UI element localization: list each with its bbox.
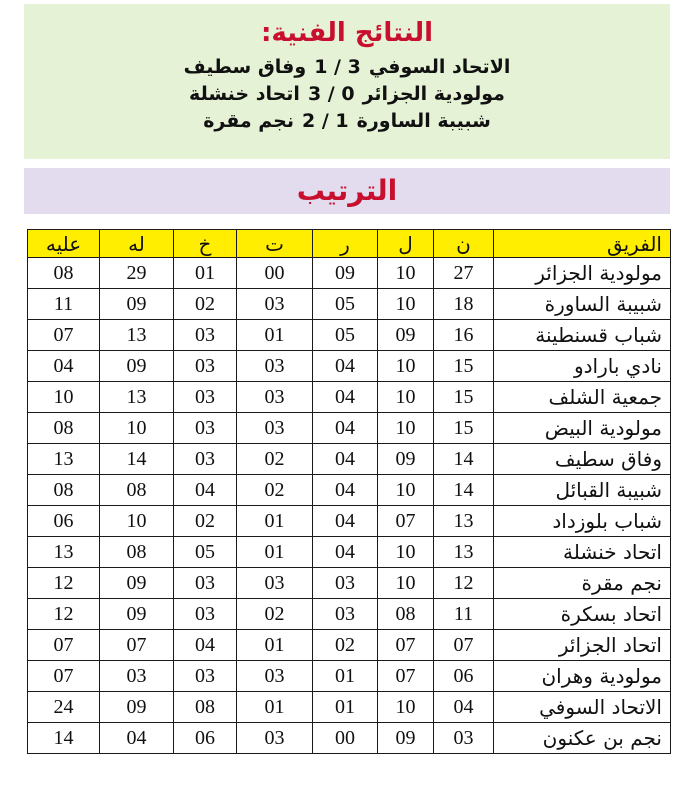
cell-goals-against: 13 — [28, 444, 100, 475]
cell-played: 10 — [378, 289, 434, 320]
cell-points: 15 — [434, 413, 494, 444]
cell-points: 27 — [434, 258, 494, 289]
cell-points: 03 — [434, 723, 494, 754]
cell-drawn: 01 — [237, 537, 313, 568]
cell-team: مولودية الجزائر — [494, 258, 671, 289]
cell-goals-against: 13 — [28, 537, 100, 568]
cell-lost: 03 — [174, 599, 237, 630]
cell-played: 07 — [378, 630, 434, 661]
match-result — [24, 108, 670, 135]
cell-team: شبيبة القبائل — [494, 475, 671, 506]
cell-team: شبيبة الساورة — [494, 289, 671, 320]
cell-lost: 08 — [174, 692, 237, 723]
cell-played: 07 — [378, 661, 434, 692]
cell-points: 16 — [434, 320, 494, 351]
cell-lost: 04 — [174, 630, 237, 661]
cell-played: 10 — [378, 568, 434, 599]
home-team: مولودية الجزائر — [362, 83, 505, 105]
cell-won: 04 — [313, 382, 378, 413]
cell-played: 10 — [378, 413, 434, 444]
results-panel — [24, 4, 670, 159]
cell-goals-for: 09 — [100, 599, 174, 630]
cell-goals-against: 07 — [28, 320, 100, 351]
cell-drawn: 03 — [237, 382, 313, 413]
column-header-points: ن — [434, 230, 494, 258]
cell-points: 15 — [434, 351, 494, 382]
table-row — [28, 661, 671, 692]
cell-played: 08 — [378, 599, 434, 630]
cell-won: 00 — [313, 723, 378, 754]
cell-lost: 03 — [174, 661, 237, 692]
cell-goals-for: 13 — [100, 320, 174, 351]
cell-lost: 02 — [174, 506, 237, 537]
cell-team: اتحاد الجزائر — [494, 630, 671, 661]
column-header-won: ر — [313, 230, 378, 258]
cell-points: 12 — [434, 568, 494, 599]
cell-team: جمعية الشلف — [494, 382, 671, 413]
cell-goals-against: 14 — [28, 723, 100, 754]
cell-goals-for: 07 — [100, 630, 174, 661]
cell-drawn: 03 — [237, 413, 313, 444]
away-team: اتحاد خنشلة — [189, 83, 300, 105]
table-row — [28, 599, 671, 630]
cell-lost: 03 — [174, 320, 237, 351]
home-team: الاتحاد السوفي — [368, 56, 511, 78]
cell-drawn: 01 — [237, 692, 313, 723]
home-team: شبيبة الساورة — [356, 110, 491, 132]
results-title: النتائج الفنية: — [261, 18, 433, 48]
cell-goals-for: 04 — [100, 723, 174, 754]
column-header-lost: خ — [174, 230, 237, 258]
cell-goals-for: 14 — [100, 444, 174, 475]
cell-points: 11 — [434, 599, 494, 630]
match-score: 3 / 0 — [307, 83, 355, 105]
cell-won: 01 — [313, 692, 378, 723]
cell-drawn: 01 — [237, 506, 313, 537]
cell-played: 10 — [378, 351, 434, 382]
cell-lost: 03 — [174, 413, 237, 444]
cell-goals-against: 12 — [28, 599, 100, 630]
cell-goals-against: 12 — [28, 568, 100, 599]
cell-points: 14 — [434, 444, 494, 475]
cell-won: 04 — [313, 444, 378, 475]
table-row — [28, 506, 671, 537]
cell-goals-for: 10 — [100, 413, 174, 444]
cell-goals-against: 08 — [28, 475, 100, 506]
cell-points: 14 — [434, 475, 494, 506]
cell-won: 03 — [313, 568, 378, 599]
cell-goals-against: 06 — [28, 506, 100, 537]
table-row — [28, 258, 671, 289]
cell-team: اتحاد خنشلة — [494, 537, 671, 568]
cell-goals-for: 08 — [100, 537, 174, 568]
cell-team: وفاق سطيف — [494, 444, 671, 475]
ranking-header-bar — [24, 168, 670, 214]
cell-lost: 05 — [174, 537, 237, 568]
cell-goals-against: 07 — [28, 661, 100, 692]
match-score: 1 / 3 — [314, 56, 361, 78]
cell-team: اتحاد بسكرة — [494, 599, 671, 630]
cell-team: مولودية وهران — [494, 661, 671, 692]
cell-lost: 01 — [174, 258, 237, 289]
match-result — [24, 54, 670, 81]
standings-table — [27, 229, 671, 754]
table-row — [28, 289, 671, 320]
cell-drawn: 02 — [237, 475, 313, 506]
cell-lost: 03 — [174, 351, 237, 382]
match-result — [24, 81, 670, 108]
cell-drawn: 00 — [237, 258, 313, 289]
cell-lost: 03 — [174, 568, 237, 599]
cell-drawn: 02 — [237, 599, 313, 630]
cell-team: نادي بارادو — [494, 351, 671, 382]
cell-goals-against: 24 — [28, 692, 100, 723]
cell-played: 09 — [378, 444, 434, 475]
cell-team: شباب قسنطينة — [494, 320, 671, 351]
column-header-goals-against: عليه — [28, 230, 100, 258]
column-header-team: الفريق — [494, 230, 671, 258]
cell-team: الاتحاد السوفي — [494, 692, 671, 723]
column-header-played: ل — [378, 230, 434, 258]
cell-won: 05 — [313, 320, 378, 351]
cell-goals-for: 10 — [100, 506, 174, 537]
cell-goals-for: 13 — [100, 382, 174, 413]
table-row — [28, 692, 671, 723]
cell-points: 13 — [434, 506, 494, 537]
cell-lost: 04 — [174, 475, 237, 506]
column-header-goals-for: له — [100, 230, 174, 258]
cell-drawn: 03 — [237, 351, 313, 382]
cell-goals-for: 09 — [100, 568, 174, 599]
cell-goals-against: 11 — [28, 289, 100, 320]
cell-goals-against: 04 — [28, 351, 100, 382]
standings-body — [28, 258, 671, 754]
cell-goals-for: 03 — [100, 661, 174, 692]
cell-points: 18 — [434, 289, 494, 320]
cell-drawn: 03 — [237, 723, 313, 754]
cell-drawn: 01 — [237, 630, 313, 661]
cell-team: شباب بلوزداد — [494, 506, 671, 537]
cell-points: 04 — [434, 692, 494, 723]
cell-goals-for: 09 — [100, 351, 174, 382]
cell-lost: 03 — [174, 444, 237, 475]
cell-drawn: 02 — [237, 444, 313, 475]
cell-drawn: 03 — [237, 661, 313, 692]
match-score: 2 / 1 — [302, 110, 349, 132]
cell-team: نجم بن عكنون — [494, 723, 671, 754]
cell-won: 04 — [313, 351, 378, 382]
cell-won: 09 — [313, 258, 378, 289]
cell-points: 13 — [434, 537, 494, 568]
cell-played: 10 — [378, 692, 434, 723]
cell-goals-for: 09 — [100, 289, 174, 320]
cell-played: 10 — [378, 537, 434, 568]
cell-team: نجم مقرة — [494, 568, 671, 599]
cell-goals-against: 07 — [28, 630, 100, 661]
cell-goals-against: 08 — [28, 413, 100, 444]
cell-goals-against: 08 — [28, 258, 100, 289]
table-row — [28, 351, 671, 382]
cell-won: 04 — [313, 475, 378, 506]
cell-points: 15 — [434, 382, 494, 413]
table-row — [28, 537, 671, 568]
cell-won: 02 — [313, 630, 378, 661]
cell-won: 01 — [313, 661, 378, 692]
cell-won: 04 — [313, 537, 378, 568]
cell-goals-against: 10 — [28, 382, 100, 413]
cell-lost: 03 — [174, 382, 237, 413]
cell-played: 09 — [378, 320, 434, 351]
table-row — [28, 444, 671, 475]
cell-goals-for: 09 — [100, 692, 174, 723]
cell-drawn: 01 — [237, 320, 313, 351]
table-row — [28, 413, 671, 444]
table-header-row — [28, 230, 671, 258]
cell-won: 04 — [313, 413, 378, 444]
cell-drawn: 03 — [237, 289, 313, 320]
cell-won: 04 — [313, 506, 378, 537]
cell-team: مولودية البيض — [494, 413, 671, 444]
cell-drawn: 03 — [237, 568, 313, 599]
table-row — [28, 568, 671, 599]
cell-played: 09 — [378, 723, 434, 754]
away-team: وفاق سطيف — [183, 56, 307, 78]
cell-goals-for: 29 — [100, 258, 174, 289]
table-row — [28, 382, 671, 413]
cell-played: 10 — [378, 258, 434, 289]
away-team: نجم مقرة — [203, 110, 295, 132]
cell-points: 06 — [434, 661, 494, 692]
table-row — [28, 723, 671, 754]
cell-played: 07 — [378, 506, 434, 537]
table-row — [28, 475, 671, 506]
table-row — [28, 630, 671, 661]
column-header-drawn: ت — [237, 230, 313, 258]
cell-won: 03 — [313, 599, 378, 630]
cell-won: 05 — [313, 289, 378, 320]
cell-goals-for: 08 — [100, 475, 174, 506]
cell-lost: 06 — [174, 723, 237, 754]
cell-played: 10 — [378, 475, 434, 506]
ranking-title: الترتيب — [296, 174, 398, 207]
cell-played: 10 — [378, 382, 434, 413]
cell-points: 07 — [434, 630, 494, 661]
table-row — [28, 320, 671, 351]
cell-lost: 02 — [174, 289, 237, 320]
